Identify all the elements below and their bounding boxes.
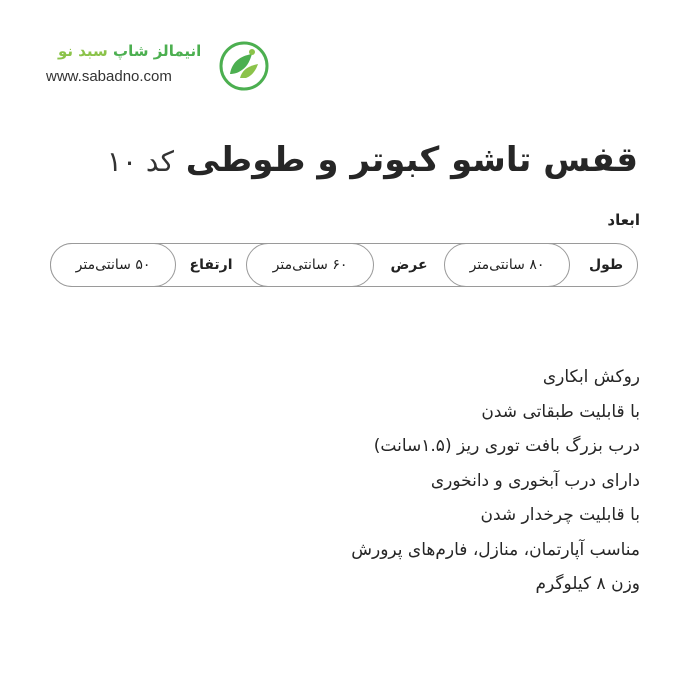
feature-item: وزن ۸ کیلوگرم xyxy=(535,574,640,594)
dimension-name-length: طول xyxy=(588,257,624,273)
product-code: کد ۱۰ xyxy=(106,145,174,178)
feature-item: مناسب آپارتمان، منازل، فارم‌های پرورش xyxy=(351,539,640,560)
product-title xyxy=(107,140,638,180)
feature-list xyxy=(351,360,640,602)
dimension-value-width: ۶۰ سانتی‌متر xyxy=(246,243,374,287)
feature-item: دارای درب آبخوری و دانخوری xyxy=(430,470,640,491)
dimension-value-length: ۸۰ سانتی‌متر xyxy=(444,243,570,287)
dimension-name-height: ارتفاع xyxy=(189,257,233,273)
dimension-name-width: عرض xyxy=(390,257,428,273)
product-title-text: قفس تاشو کبوتر و طوطی xyxy=(185,140,638,180)
feature-item: با قابلیت طبقاتی شدن xyxy=(481,401,640,422)
logo-url: www.sabadno.com xyxy=(46,68,172,85)
feature-item: روکش ابکاری xyxy=(542,367,640,387)
feature-item: درب بزرگ بافت توری ریز (۱.۵سانت) xyxy=(373,436,640,456)
dimensions-label: ابعاد xyxy=(607,211,640,229)
logo-brand xyxy=(58,42,218,60)
logo-brand-accent: سبد نو xyxy=(58,42,108,60)
animals-leaf-logo-icon xyxy=(218,40,270,92)
logo-brand-main: انیمالز شاپ xyxy=(113,42,202,60)
feature-item: با قابلیت چرخدار شدن xyxy=(480,505,640,525)
dimension-value-height: ۵۰ سانتی‌متر xyxy=(50,243,176,287)
